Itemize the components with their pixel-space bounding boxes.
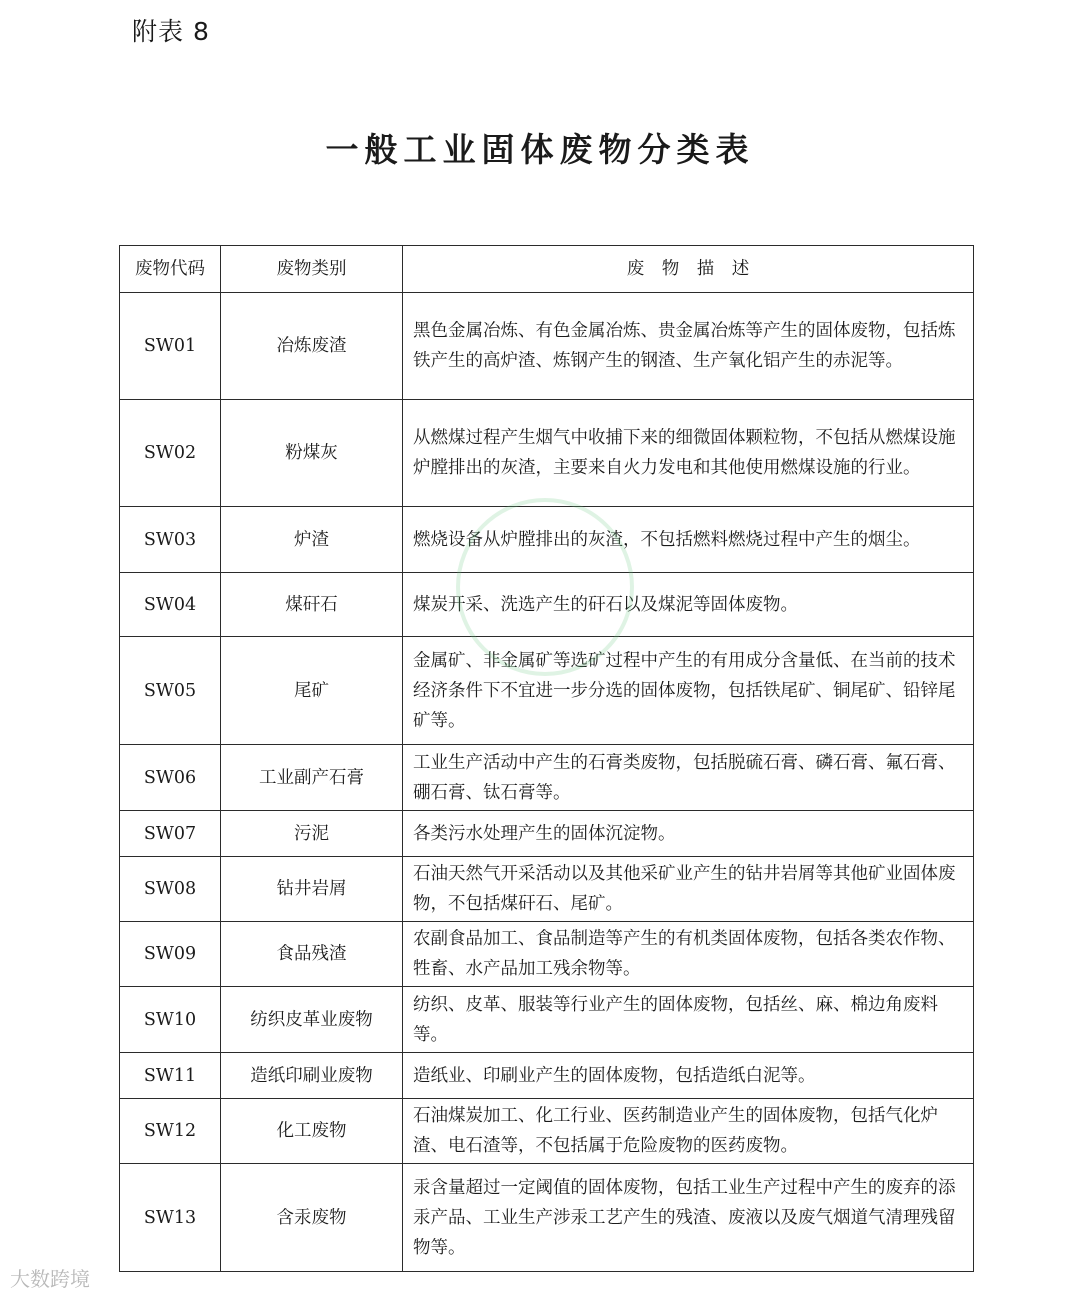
waste-description: 煤炭开采、洗选产生的矸石以及煤泥等固体废物。 (403, 573, 974, 637)
waste-description: 各类污水处理产生的固体沉淀物。 (403, 811, 974, 857)
waste-category: 煤矸石 (221, 573, 403, 637)
header-code: 废物代码 (120, 246, 221, 293)
waste-description: 汞含量超过一定阈值的固体废物，包括工业生产过程中产生的废弃的添汞产品、工业生产涉汞工艺产生的残渣、废液以及废气烟道气清理残留物等。 (403, 1164, 974, 1272)
waste-code: SW11 (120, 1053, 221, 1099)
brand-watermark: 大数跨境 (10, 1267, 90, 1291)
waste-category: 尾矿 (221, 637, 403, 745)
waste-code: SW03 (120, 507, 221, 573)
waste-category: 纺织皮革业废物 (221, 987, 403, 1053)
waste-code: SW07 (120, 811, 221, 857)
waste-description: 农副食品加工、食品制造等产生的有机类固体废物，包括各类农作物、牲畜、水产品加工残余物等。 (403, 922, 974, 987)
table-row (120, 811, 974, 857)
waste-code: SW08 (120, 857, 221, 922)
waste-category: 冶炼废渣 (221, 293, 403, 400)
table-row (120, 573, 974, 637)
waste-description: 工业生产活动中产生的石膏类废物，包括脱硫石膏、磷石膏、氟石膏、硼石膏、钛石膏等。 (403, 745, 974, 811)
waste-description: 金属矿、非金属矿等选矿过程中产生的有用成分含量低、在当前的技术经济条件下不宜进一步分选的固体废物，包括铁尾矿、铜尾矿、铅锌尾矿等。 (403, 637, 974, 745)
waste-category: 钻井岩屑 (221, 857, 403, 922)
waste-category: 化工废物 (221, 1099, 403, 1164)
table-row (120, 922, 974, 987)
table-row (120, 1164, 974, 1272)
waste-code: SW09 (120, 922, 221, 987)
waste-category: 粉煤灰 (221, 400, 403, 507)
table-row (120, 507, 974, 573)
table-row (120, 637, 974, 745)
appendix-label: 附表 8 (132, 17, 210, 46)
table-row (120, 1053, 974, 1099)
waste-code: SW13 (120, 1164, 221, 1272)
waste-code: SW02 (120, 400, 221, 507)
waste-category: 污泥 (221, 811, 403, 857)
header-category: 废物类别 (221, 246, 403, 293)
waste-code: SW12 (120, 1099, 221, 1164)
waste-code: SW10 (120, 987, 221, 1053)
waste-code: SW05 (120, 637, 221, 745)
table-row (120, 857, 974, 922)
waste-category: 含汞废物 (221, 1164, 403, 1272)
waste-description: 从燃煤过程产生烟气中收捕下来的细微固体颗粒物，不包括从燃煤设施炉膛排出的灰渣，主要来自火力发电和其他使用燃煤设施的行业。 (403, 400, 974, 507)
waste-description: 燃烧设备从炉膛排出的灰渣，不包括燃料燃烧过程中产生的烟尘。 (403, 507, 974, 573)
table-row (120, 293, 974, 400)
waste-description: 石油煤炭加工、化工行业、医药制造业产生的固体废物，包括气化炉渣、电石渣等，不包括属于危险废物的医药废物。 (403, 1099, 974, 1164)
table-row (120, 745, 974, 811)
waste-code: SW04 (120, 573, 221, 637)
waste-category: 造纸印刷业废物 (221, 1053, 403, 1099)
waste-code: SW06 (120, 745, 221, 811)
waste-description: 造纸业、印刷业产生的固体废物，包括造纸白泥等。 (403, 1053, 974, 1099)
table-row (120, 1099, 974, 1164)
waste-category: 食品残渣 (221, 922, 403, 987)
waste-code: SW01 (120, 293, 221, 400)
waste-classification-table (119, 245, 974, 1272)
page-title: 一般工业固体废物分类表 (325, 130, 755, 169)
waste-category: 工业副产石膏 (221, 745, 403, 811)
waste-description: 黑色金属冶炼、有色金属冶炼、贵金属冶炼等产生的固体废物，包括炼铁产生的高炉渣、炼钢产生的钢渣、生产氧化铝产生的赤泥等。 (403, 293, 974, 400)
waste-description: 纺织、皮革、服装等行业产生的固体废物，包括丝、麻、棉边角废料等。 (403, 987, 974, 1053)
waste-category: 炉渣 (221, 507, 403, 573)
table-row (120, 987, 974, 1053)
table-row (120, 400, 974, 507)
waste-description: 石油天然气开采活动以及其他采矿业产生的钻井岩屑等其他矿业固体废物，不包括煤矸石、尾矿。 (403, 857, 974, 922)
table-header-row (120, 246, 974, 293)
header-description: 废 物 描 述 (403, 246, 974, 293)
